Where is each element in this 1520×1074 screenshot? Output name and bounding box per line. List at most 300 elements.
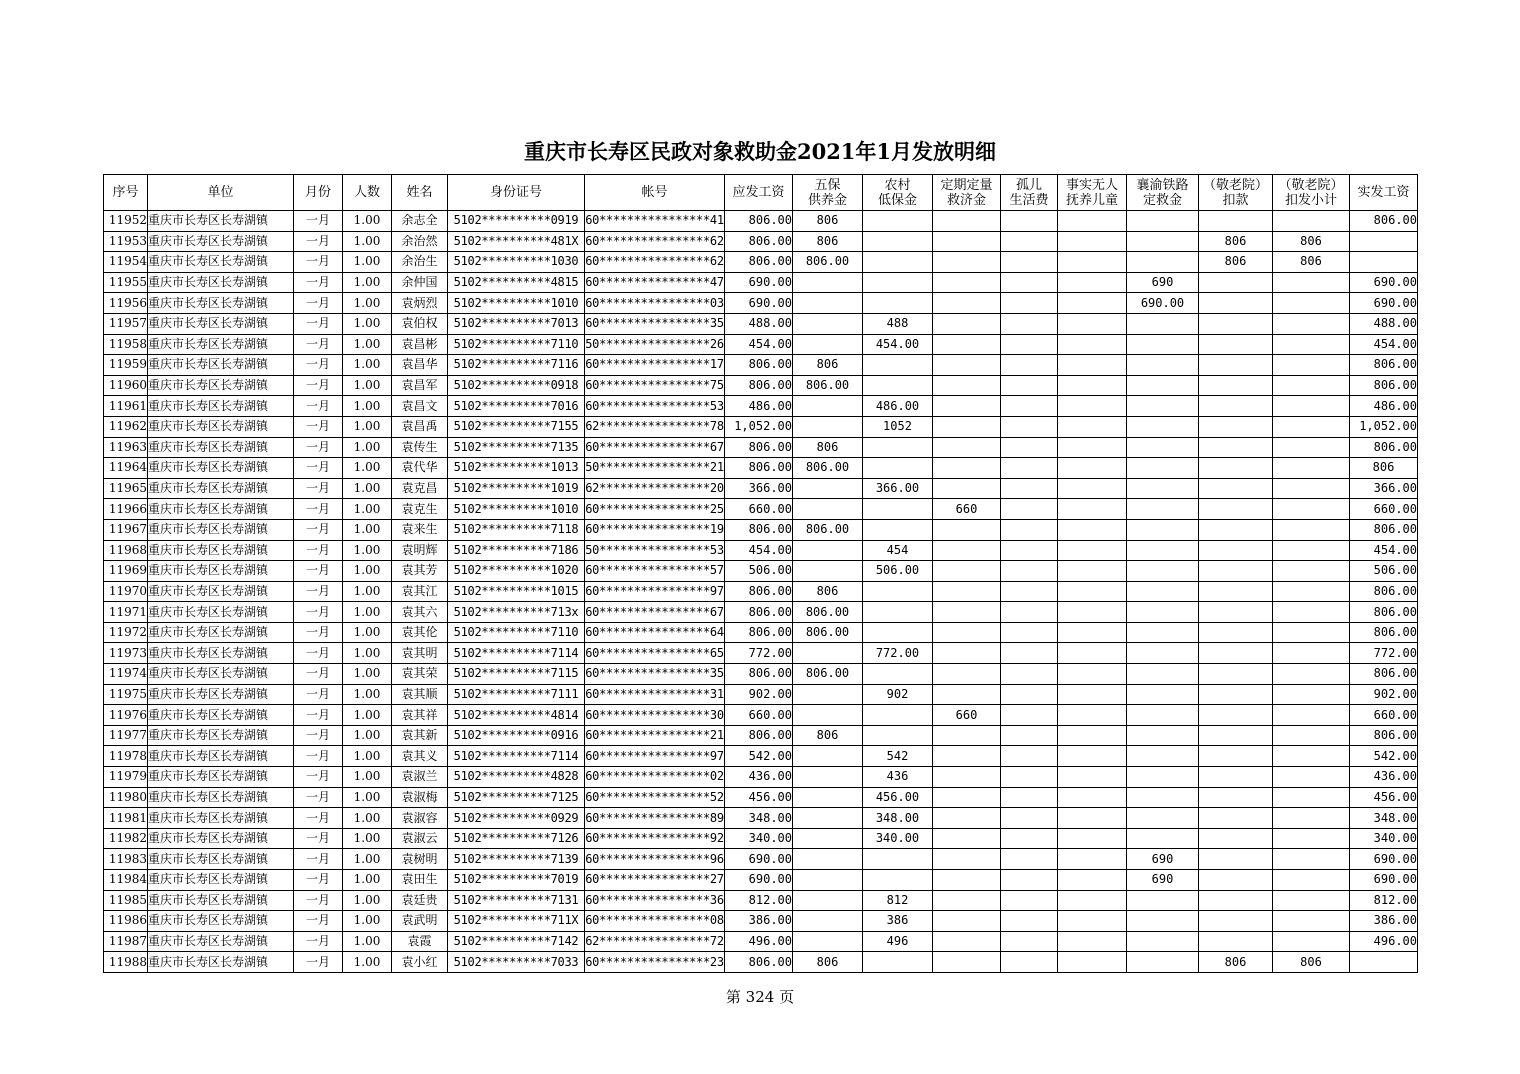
cell-col-five-guarantee: 806.00 [793,622,863,643]
table-row [104,561,1418,582]
cell-col-net-pay: 690.00 [1350,849,1418,870]
cell-col-five-guarantee [793,931,863,952]
cell-col-index: 11987 [104,931,148,952]
table-row [104,478,1418,499]
cell-col-unattended-child [1058,664,1127,685]
cell-col-net-pay: 806.00 [1350,622,1418,643]
cell-col-unattended-child [1058,231,1127,252]
cell-col-net-pay: 902.00 [1350,684,1418,705]
header-col-index: 序号 [104,175,148,211]
cell-col-nursing-deduction [1199,458,1273,479]
cell-col-month: 一月 [294,952,343,973]
cell-col-count: 1.00 [343,746,392,767]
cell-col-rural-subsistence: 1052 [863,416,933,437]
cell-col-month: 一月 [294,231,343,252]
cell-col-count: 1.00 [343,499,392,520]
cell-col-net-pay: 436.00 [1350,767,1418,788]
cell-col-unit: 重庆市长寿区长寿湖镇 [148,272,294,293]
cell-col-nursing-deduction [1199,828,1273,849]
cell-col-unit: 重庆市长寿区长寿湖镇 [148,664,294,685]
cell-col-railway-relief [1127,684,1199,705]
cell-col-railway-relief [1127,334,1199,355]
table-row [104,396,1418,417]
cell-col-index: 11984 [104,870,148,891]
cell-col-name: 袁其江 [392,581,448,602]
cell-col-fixed-relief [933,643,1001,664]
cell-col-orphan [1001,767,1058,788]
cell-col-orphan [1001,252,1058,273]
cell-col-orphan [1001,684,1058,705]
cell-col-five-guarantee [793,849,863,870]
cell-col-index: 11980 [104,787,148,808]
cell-col-id-number: 5102**********7033 [448,952,585,973]
cell-col-nursing-deduction [1199,684,1273,705]
cell-col-railway-relief [1127,828,1199,849]
cell-col-index: 11973 [104,643,148,664]
cell-col-net-pay: 454.00 [1350,334,1418,355]
cell-col-rural-subsistence [863,211,933,232]
cell-col-month: 一月 [294,581,343,602]
cell-col-net-pay: 542.00 [1350,746,1418,767]
cell-col-payable: 902.00 [725,684,793,705]
cell-col-account: 60****************08 [585,911,725,932]
cell-col-payable: 812.00 [725,890,793,911]
cell-col-unit: 重庆市长寿区长寿湖镇 [148,746,294,767]
table-row [104,684,1418,705]
table-row [104,787,1418,808]
cell-col-orphan [1001,334,1058,355]
cell-col-fixed-relief [933,519,1001,540]
cell-col-payable: 488.00 [725,313,793,334]
cell-col-name: 袁田生 [392,870,448,891]
cell-col-payable: 660.00 [725,499,793,520]
cell-col-nursing-subtotal [1273,519,1350,540]
cell-col-name: 袁其义 [392,746,448,767]
cell-col-unit: 重庆市长寿区长寿湖镇 [148,561,294,582]
cell-col-name: 袁传生 [392,437,448,458]
cell-col-rural-subsistence [863,293,933,314]
cell-col-account: 60****************31 [585,684,725,705]
cell-col-count: 1.00 [343,705,392,726]
cell-col-count: 1.00 [343,808,392,829]
header-col-unattended-child: 事实无人 抚养儿童 [1058,175,1127,211]
cell-col-month: 一月 [294,375,343,396]
cell-col-count: 1.00 [343,478,392,499]
cell-col-railway-relief [1127,602,1199,623]
cell-col-account: 60****************65 [585,643,725,664]
cell-col-payable: 506.00 [725,561,793,582]
table-row [104,437,1418,458]
cell-col-name: 袁霞 [392,931,448,952]
cell-col-index: 11959 [104,355,148,376]
cell-col-month: 一月 [294,540,343,561]
cell-col-rural-subsistence [863,499,933,520]
cell-col-count: 1.00 [343,334,392,355]
cell-col-month: 一月 [294,416,343,437]
cell-col-id-number: 5102**********0919 [448,211,585,232]
table-row [104,664,1418,685]
cell-col-net-pay: 486.00 [1350,396,1418,417]
cell-col-nursing-deduction [1199,931,1273,952]
cell-col-nursing-subtotal [1273,643,1350,664]
cell-col-month: 一月 [294,767,343,788]
cell-col-fixed-relief [933,478,1001,499]
cell-col-id-number: 5102**********7110 [448,622,585,643]
cell-col-nursing-deduction [1199,211,1273,232]
cell-col-unit: 重庆市长寿区长寿湖镇 [148,725,294,746]
cell-col-net-pay: 806.00 [1350,664,1418,685]
table-row [104,828,1418,849]
cell-col-five-guarantee: 806 [793,231,863,252]
cell-col-index: 11985 [104,890,148,911]
cell-col-index: 11953 [104,231,148,252]
cell-col-month: 一月 [294,561,343,582]
cell-col-fixed-relief: 660 [933,499,1001,520]
cell-col-orphan [1001,581,1058,602]
cell-col-unit: 重庆市长寿区长寿湖镇 [148,313,294,334]
relief-payment-table [103,174,1418,973]
cell-col-index: 11956 [104,293,148,314]
cell-col-id-number: 5102**********7116 [448,355,585,376]
cell-col-index: 11967 [104,519,148,540]
cell-col-orphan [1001,828,1058,849]
cell-col-orphan [1001,561,1058,582]
cell-col-account: 60****************25 [585,499,725,520]
cell-col-count: 1.00 [343,313,392,334]
cell-col-name: 袁淑梅 [392,787,448,808]
cell-col-month: 一月 [294,519,343,540]
cell-col-fixed-relief [933,890,1001,911]
cell-col-id-number: 5102**********711X [448,911,585,932]
cell-col-net-pay: 456.00 [1350,787,1418,808]
cell-col-railway-relief: 690 [1127,849,1199,870]
cell-col-name: 袁淑容 [392,808,448,829]
cell-col-fixed-relief [933,746,1001,767]
cell-col-unit: 重庆市长寿区长寿湖镇 [148,437,294,458]
cell-col-id-number: 5102**********7135 [448,437,585,458]
cell-col-account: 60****************62 [585,231,725,252]
cell-col-unattended-child [1058,828,1127,849]
cell-col-unit: 重庆市长寿区长寿湖镇 [148,643,294,664]
cell-col-fixed-relief [933,272,1001,293]
cell-col-net-pay: 806.00 [1350,355,1418,376]
cell-col-id-number: 5102**********1020 [448,561,585,582]
cell-col-fixed-relief [933,313,1001,334]
cell-col-id-number: 5102**********0929 [448,808,585,829]
cell-col-rural-subsistence: 340.00 [863,828,933,849]
cell-col-net-pay: 806.00 [1350,519,1418,540]
cell-col-payable: 806.00 [725,355,793,376]
cell-col-count: 1.00 [343,787,392,808]
cell-col-orphan [1001,293,1058,314]
cell-col-fixed-relief [933,355,1001,376]
cell-col-five-guarantee [793,705,863,726]
cell-col-nursing-deduction [1199,767,1273,788]
cell-col-name: 余仲国 [392,272,448,293]
cell-col-account: 62****************72 [585,931,725,952]
cell-col-index: 11962 [104,416,148,437]
cell-col-unit: 重庆市长寿区长寿湖镇 [148,622,294,643]
cell-col-payable: 456.00 [725,787,793,808]
cell-col-index: 11986 [104,911,148,932]
cell-col-net-pay [1350,231,1418,252]
cell-col-railway-relief [1127,211,1199,232]
cell-col-nursing-subtotal: 806 [1273,252,1350,273]
cell-col-unit: 重庆市长寿区长寿湖镇 [148,911,294,932]
cell-col-account: 60****************03 [585,293,725,314]
cell-col-id-number: 5102**********7114 [448,643,585,664]
cell-col-count: 1.00 [343,911,392,932]
table-row [104,931,1418,952]
cell-col-index: 11955 [104,272,148,293]
cell-col-railway-relief [1127,561,1199,582]
cell-col-nursing-subtotal [1273,890,1350,911]
cell-col-fixed-relief [933,581,1001,602]
cell-col-payable: 806.00 [725,252,793,273]
cell-col-name: 袁昌军 [392,375,448,396]
cell-col-count: 1.00 [343,458,392,479]
cell-col-payable: 806.00 [725,519,793,540]
cell-col-count: 1.00 [343,519,392,540]
cell-col-nursing-subtotal [1273,211,1350,232]
table-row [104,602,1418,623]
cell-col-count: 1.00 [343,540,392,561]
cell-col-month: 一月 [294,313,343,334]
cell-col-rural-subsistence: 488 [863,313,933,334]
page-title: 重庆市长寿区民政对象救助金2021年1月发放明细 [523,139,997,164]
cell-col-month: 一月 [294,211,343,232]
cell-col-id-number: 5102**********7131 [448,890,585,911]
cell-col-account: 60****************47 [585,272,725,293]
cell-col-unit: 重庆市长寿区长寿湖镇 [148,334,294,355]
cell-col-orphan [1001,787,1058,808]
table-body [104,211,1418,973]
cell-col-nursing-deduction [1199,272,1273,293]
cell-col-railway-relief [1127,767,1199,788]
cell-col-payable: 806.00 [725,458,793,479]
cell-col-unit: 重庆市长寿区长寿湖镇 [148,931,294,952]
cell-col-unit: 重庆市长寿区长寿湖镇 [148,519,294,540]
cell-col-five-guarantee: 806 [793,437,863,458]
cell-col-name: 余志全 [392,211,448,232]
cell-col-payable: 690.00 [725,293,793,314]
cell-col-month: 一月 [294,684,343,705]
cell-col-index: 11970 [104,581,148,602]
cell-col-count: 1.00 [343,272,392,293]
cell-col-index: 11978 [104,746,148,767]
cell-col-unit: 重庆市长寿区长寿湖镇 [148,767,294,788]
cell-col-fixed-relief [933,725,1001,746]
cell-col-nursing-deduction [1199,478,1273,499]
cell-col-count: 1.00 [343,952,392,973]
cell-col-id-number: 5102**********7115 [448,664,585,685]
cell-col-month: 一月 [294,602,343,623]
table-row [104,705,1418,726]
cell-col-rural-subsistence [863,231,933,252]
cell-col-name: 余治生 [392,252,448,273]
cell-col-id-number: 5102**********713x [448,602,585,623]
cell-col-name: 袁廷贵 [392,890,448,911]
cell-col-nursing-deduction [1199,499,1273,520]
cell-col-net-pay: 506.00 [1350,561,1418,582]
cell-col-id-number: 5102**********1013 [448,458,585,479]
table-row [104,581,1418,602]
cell-col-fixed-relief [933,664,1001,685]
cell-col-rural-subsistence: 454.00 [863,334,933,355]
cell-col-rural-subsistence: 496 [863,931,933,952]
cell-col-five-guarantee [793,396,863,417]
cell-col-five-guarantee [793,334,863,355]
cell-col-railway-relief: 690 [1127,272,1199,293]
cell-col-unit: 重庆市长寿区长寿湖镇 [148,293,294,314]
cell-col-month: 一月 [294,622,343,643]
cell-col-fixed-relief [933,911,1001,932]
cell-col-account: 60****************57 [585,561,725,582]
cell-col-nursing-deduction: 806 [1199,952,1273,973]
cell-col-count: 1.00 [343,355,392,376]
header-col-five-guarantee: 五保 供养金 [793,175,863,211]
cell-col-fixed-relief [933,231,1001,252]
cell-col-month: 一月 [294,272,343,293]
cell-col-account: 50****************21 [585,458,725,479]
cell-col-orphan [1001,375,1058,396]
cell-col-rural-subsistence [863,725,933,746]
cell-col-payable: 496.00 [725,931,793,952]
cell-col-orphan [1001,313,1058,334]
cell-col-index: 11969 [104,561,148,582]
cell-col-nursing-subtotal [1273,396,1350,417]
cell-col-index: 11975 [104,684,148,705]
cell-col-unattended-child [1058,767,1127,788]
cell-col-unattended-child [1058,355,1127,376]
cell-col-orphan [1001,602,1058,623]
cell-col-id-number: 5102**********7013 [448,313,585,334]
cell-col-orphan [1001,478,1058,499]
cell-col-nursing-deduction [1199,375,1273,396]
cell-col-unattended-child [1058,684,1127,705]
cell-col-nursing-deduction [1199,664,1273,685]
cell-col-unit: 重庆市长寿区长寿湖镇 [148,602,294,623]
cell-col-index: 11977 [104,725,148,746]
cell-col-count: 1.00 [343,252,392,273]
table-row [104,725,1418,746]
cell-col-count: 1.00 [343,622,392,643]
table-row [104,355,1418,376]
cell-col-name: 袁昌文 [392,396,448,417]
cell-col-rural-subsistence [863,952,933,973]
cell-col-five-guarantee [793,890,863,911]
cell-col-net-pay: 660.00 [1350,499,1418,520]
cell-col-nursing-subtotal [1273,622,1350,643]
cell-col-rural-subsistence: 486.00 [863,396,933,417]
table-row [104,746,1418,767]
cell-col-unattended-child [1058,375,1127,396]
cell-col-account: 60****************92 [585,828,725,849]
cell-col-month: 一月 [294,355,343,376]
cell-col-index: 11957 [104,313,148,334]
cell-col-id-number: 5102**********1015 [448,581,585,602]
cell-col-orphan [1001,705,1058,726]
cell-col-rural-subsistence [863,581,933,602]
cell-col-index: 11983 [104,849,148,870]
header-col-railway-relief: 襄渝铁路 定救金 [1127,175,1199,211]
cell-col-count: 1.00 [343,293,392,314]
cell-col-payable: 772.00 [725,643,793,664]
cell-col-fixed-relief [933,767,1001,788]
cell-col-id-number: 5102**********7186 [448,540,585,561]
cell-col-count: 1.00 [343,643,392,664]
cell-col-nursing-deduction [1199,396,1273,417]
cell-col-nursing-subtotal [1273,293,1350,314]
cell-col-name: 袁淑兰 [392,767,448,788]
header-col-count: 人数 [343,175,392,211]
cell-col-nursing-deduction [1199,293,1273,314]
cell-col-fixed-relief [933,211,1001,232]
cell-col-orphan [1001,622,1058,643]
cell-col-payable: 690.00 [725,870,793,891]
cell-col-unit: 重庆市长寿区长寿湖镇 [148,355,294,376]
cell-col-nursing-subtotal [1273,767,1350,788]
cell-col-payable: 806.00 [725,602,793,623]
cell-col-index: 11968 [104,540,148,561]
cell-col-fixed-relief [933,808,1001,829]
cell-col-month: 一月 [294,334,343,355]
cell-col-fixed-relief [933,787,1001,808]
cell-col-rural-subsistence: 366.00 [863,478,933,499]
cell-col-name: 袁明辉 [392,540,448,561]
header-col-nursing-deduction: （敬老院） 扣款 [1199,175,1273,211]
cell-col-unattended-child [1058,211,1127,232]
cell-col-fixed-relief [933,828,1001,849]
cell-col-net-pay: 806.00 [1350,581,1418,602]
table-row [104,911,1418,932]
cell-col-unit: 重庆市长寿区长寿湖镇 [148,849,294,870]
cell-col-orphan [1001,396,1058,417]
cell-col-five-guarantee [793,561,863,582]
cell-col-unattended-child [1058,499,1127,520]
cell-col-five-guarantee [793,828,863,849]
cell-col-rural-subsistence [863,272,933,293]
cell-col-unattended-child [1058,272,1127,293]
cell-col-railway-relief [1127,375,1199,396]
cell-col-fixed-relief [933,952,1001,973]
cell-col-railway-relief [1127,313,1199,334]
cell-col-count: 1.00 [343,870,392,891]
cell-col-net-pay: 812.00 [1350,890,1418,911]
cell-col-rural-subsistence: 542 [863,746,933,767]
cell-col-net-pay: 496.00 [1350,931,1418,952]
cell-col-count: 1.00 [343,396,392,417]
cell-col-count: 1.00 [343,602,392,623]
cell-col-rural-subsistence: 436 [863,767,933,788]
cell-col-orphan [1001,355,1058,376]
cell-col-orphan [1001,437,1058,458]
cell-col-railway-relief [1127,705,1199,726]
cell-col-account: 60****************97 [585,746,725,767]
cell-col-net-pay: 806.00 [1350,602,1418,623]
cell-col-id-number: 5102**********7111 [448,684,585,705]
cell-col-railway-relief [1127,643,1199,664]
cell-col-payable: 690.00 [725,849,793,870]
cell-col-id-number: 5102**********7139 [448,849,585,870]
cell-col-net-pay: 488.00 [1350,313,1418,334]
cell-col-payable: 366.00 [725,478,793,499]
cell-col-account: 60****************02 [585,767,725,788]
cell-col-net-pay: 454.00 [1350,540,1418,561]
cell-col-five-guarantee [793,808,863,829]
table-row [104,252,1418,273]
cell-col-account: 60****************36 [585,890,725,911]
